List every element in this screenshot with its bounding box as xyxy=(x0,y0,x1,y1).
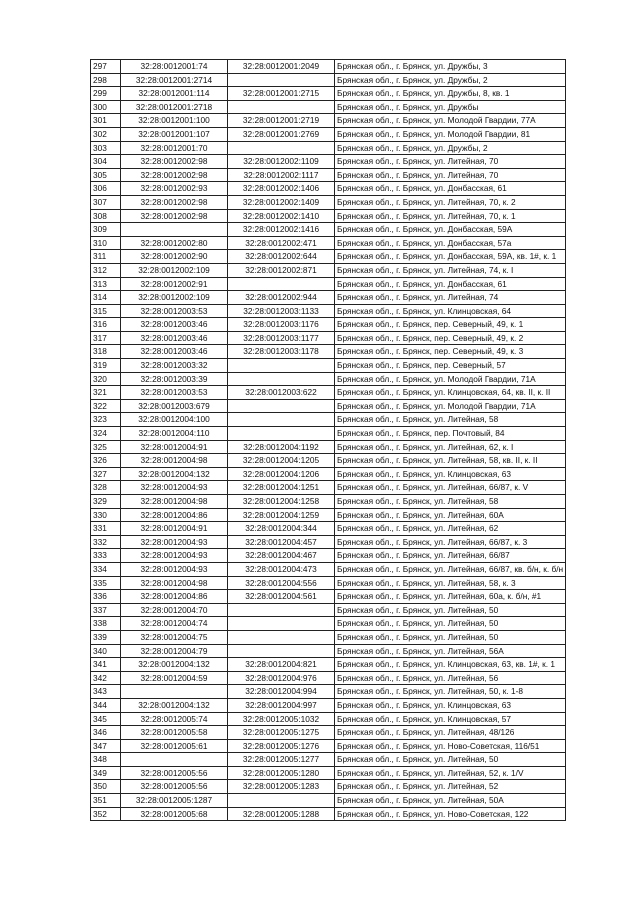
address-cell: Брянская обл., г. Брянск, ул. Клинцовская, 63 xyxy=(335,467,566,481)
row-number-cell: 298 xyxy=(91,73,121,87)
object-cadastral-number-cell: 32:28:0012005:1032 xyxy=(228,712,335,726)
address-cell: Брянская обл., г. Брянск, пер. Северный, 49, к. 2 xyxy=(335,331,566,345)
object-cadastral-number-cell: 32:28:0012004:467 xyxy=(228,549,335,563)
object-cadastral-number-cell: 32:28:0012001:2769 xyxy=(228,127,335,141)
table-row xyxy=(91,127,566,141)
address-cell: Брянская обл., г. Брянск, ул. Донбасская, 61 xyxy=(335,182,566,196)
row-number-cell: 321 xyxy=(91,386,121,400)
table-row xyxy=(91,685,566,699)
row-number-cell: 297 xyxy=(91,60,121,74)
object-cadastral-number-cell: 32:28:0012004:1192 xyxy=(228,440,335,454)
row-number-cell: 334 xyxy=(91,562,121,576)
table-row xyxy=(91,223,566,237)
address-cell: Брянская обл., г. Брянск, ул. Литейная, 50 xyxy=(335,753,566,767)
address-cell: Брянская обл., г. Брянск, ул. Литейная, 58, к. 3 xyxy=(335,576,566,590)
land-cadastral-number-cell: 32:28:0012001:2718 xyxy=(121,100,228,114)
land-cadastral-number-cell: 32:28:0012004:91 xyxy=(121,522,228,536)
row-number-cell: 331 xyxy=(91,522,121,536)
object-cadastral-number-cell: 32:28:0012002:1117 xyxy=(228,168,335,182)
row-number-cell: 335 xyxy=(91,576,121,590)
row-number-cell: 306 xyxy=(91,182,121,196)
land-cadastral-number-cell: 32:28:0012004:93 xyxy=(121,549,228,563)
address-cell: Брянская обл., г. Брянск, ул. Дружбы, 2 xyxy=(335,141,566,155)
address-cell: Брянская обл., г. Брянск, ул. Литейная, 66/87, кв. б/н, к. б/н xyxy=(335,562,566,576)
land-cadastral-number-cell: 32:28:0012003:39 xyxy=(121,372,228,386)
object-cadastral-number-cell: 32:28:0012004:976 xyxy=(228,671,335,685)
land-cadastral-number-cell: 32:28:0012004:74 xyxy=(121,617,228,631)
row-number-cell: 310 xyxy=(91,236,121,250)
land-cadastral-number-cell: 32:28:0012002:93 xyxy=(121,182,228,196)
table-row xyxy=(91,671,566,685)
table-row xyxy=(91,73,566,87)
address-cell: Брянская обл., г. Брянск, ул. Ново-Советская, 122 xyxy=(335,807,566,821)
object-cadastral-number-cell: 32:28:0012002:471 xyxy=(228,236,335,250)
land-cadastral-number-cell: 32:28:0012003:53 xyxy=(121,304,228,318)
land-cadastral-number-cell: 32:28:0012003:46 xyxy=(121,318,228,332)
table-row xyxy=(91,712,566,726)
table-row xyxy=(91,331,566,345)
table-row xyxy=(91,345,566,359)
table-row xyxy=(91,155,566,169)
row-number-cell: 326 xyxy=(91,454,121,468)
table-row xyxy=(91,413,566,427)
land-cadastral-number-cell xyxy=(121,223,228,237)
land-cadastral-number-cell: 32:28:0012001:100 xyxy=(121,114,228,128)
address-cell: Брянская обл., г. Брянск, пер. Северный, 57 xyxy=(335,359,566,373)
object-cadastral-number-cell xyxy=(228,372,335,386)
row-number-cell: 301 xyxy=(91,114,121,128)
address-cell: Брянская обл., г. Брянск, ул. Клинцовская, 57 xyxy=(335,712,566,726)
row-number-cell: 318 xyxy=(91,345,121,359)
object-cadastral-number-cell xyxy=(228,73,335,87)
table-row xyxy=(91,386,566,400)
object-cadastral-number-cell: 32:28:0012004:1206 xyxy=(228,467,335,481)
table-row xyxy=(91,794,566,808)
row-number-cell: 345 xyxy=(91,712,121,726)
land-cadastral-number-cell: 32:28:0012005:56 xyxy=(121,766,228,780)
address-cell: Брянская обл., г. Брянск, ул. Клинцовская, 63, кв. 1#, к. 1 xyxy=(335,658,566,672)
object-cadastral-number-cell: 32:28:0012005:1280 xyxy=(228,766,335,780)
row-number-cell: 304 xyxy=(91,155,121,169)
table-row xyxy=(91,359,566,373)
object-cadastral-number-cell: 32:28:0012005:1277 xyxy=(228,753,335,767)
land-cadastral-number-cell: 32:28:0012004:100 xyxy=(121,413,228,427)
object-cadastral-number-cell: 32:28:0012001:2715 xyxy=(228,87,335,101)
land-cadastral-number-cell: 32:28:0012001:107 xyxy=(121,127,228,141)
table-row xyxy=(91,522,566,536)
object-cadastral-number-cell: 32:28:0012005:1275 xyxy=(228,726,335,740)
address-cell: Брянская обл., г. Брянск, ул. Литейная, 48/126 xyxy=(335,726,566,740)
address-cell: Брянская обл., г. Брянск, ул. Литейная, 58 xyxy=(335,495,566,509)
object-cadastral-number-cell xyxy=(228,617,335,631)
address-cell: Брянская обл., г. Брянск, ул. Молодой Гвардии, 71А xyxy=(335,372,566,386)
land-cadastral-number-cell: 32:28:0012004:132 xyxy=(121,467,228,481)
table-row xyxy=(91,304,566,318)
land-cadastral-number-cell: 32:28:0012004:93 xyxy=(121,481,228,495)
table-row xyxy=(91,603,566,617)
address-cell: Брянская обл., г. Брянск, ул. Клинцовская, 64 xyxy=(335,304,566,318)
table-row xyxy=(91,372,566,386)
object-cadastral-number-cell: 32:28:0012005:1288 xyxy=(228,807,335,821)
row-number-cell: 336 xyxy=(91,590,121,604)
table-row xyxy=(91,807,566,821)
row-number-cell: 329 xyxy=(91,495,121,509)
table-row xyxy=(91,562,566,576)
row-number-cell: 323 xyxy=(91,413,121,427)
land-cadastral-number-cell: 32:28:0012002:98 xyxy=(121,155,228,169)
address-cell: Брянская обл., г. Брянск, ул. Клинцовская, 64, кв. II, к. II xyxy=(335,386,566,400)
address-cell: Брянская обл., г. Брянск, ул. Литейная, 50 xyxy=(335,603,566,617)
row-number-cell: 352 xyxy=(91,807,121,821)
row-number-cell: 340 xyxy=(91,644,121,658)
table-row xyxy=(91,291,566,305)
object-cadastral-number-cell xyxy=(228,427,335,441)
object-cadastral-number-cell xyxy=(228,603,335,617)
address-cell: Брянская обл., г. Брянск, ул. Литейная, 70, к. 2 xyxy=(335,195,566,209)
land-cadastral-number-cell: 32:28:0012004:132 xyxy=(121,658,228,672)
land-cadastral-number-cell xyxy=(121,685,228,699)
address-cell: Брянская обл., г. Брянск, ул. Литейная, 56 xyxy=(335,671,566,685)
land-cadastral-number-cell: 32:28:0012004:98 xyxy=(121,576,228,590)
land-cadastral-number-cell: 32:28:0012005:74 xyxy=(121,712,228,726)
register-table-body xyxy=(91,60,566,821)
address-cell: Брянская обл., г. Брянск, ул. Литейная, 50А xyxy=(335,794,566,808)
row-number-cell: 328 xyxy=(91,481,121,495)
address-cell: Брянская обл., г. Брянск, ул. Клинцовская, 63 xyxy=(335,698,566,712)
table-row xyxy=(91,399,566,413)
table-row xyxy=(91,87,566,101)
row-number-cell: 342 xyxy=(91,671,121,685)
object-cadastral-number-cell: 32:28:0012004:994 xyxy=(228,685,335,699)
table-row xyxy=(91,658,566,672)
land-cadastral-number-cell: 32:28:0012003:46 xyxy=(121,345,228,359)
table-row xyxy=(91,644,566,658)
object-cadastral-number-cell: 32:28:0012001:2049 xyxy=(228,60,335,74)
address-cell: Брянская обл., г. Брянск, ул. Молодой Гвардии, 77А xyxy=(335,114,566,128)
object-cadastral-number-cell xyxy=(228,399,335,413)
object-cadastral-number-cell: 32:28:0012002:871 xyxy=(228,263,335,277)
row-number-cell: 311 xyxy=(91,250,121,264)
object-cadastral-number-cell: 32:28:0012003:622 xyxy=(228,386,335,400)
land-cadastral-number-cell: 32:28:0012001:114 xyxy=(121,87,228,101)
address-cell: Брянская обл., г. Брянск, пер. Северный, 49, к. 3 xyxy=(335,345,566,359)
land-cadastral-number-cell: 32:28:0012002:98 xyxy=(121,195,228,209)
land-cadastral-number-cell: 32:28:0012003:32 xyxy=(121,359,228,373)
address-cell: Брянская обл., г. Брянск, пер. Почтовый, 84 xyxy=(335,427,566,441)
row-number-cell: 299 xyxy=(91,87,121,101)
address-cell: Брянская обл., г. Брянск, ул. Дружбы, 2 xyxy=(335,73,566,87)
table-row xyxy=(91,141,566,155)
address-cell: Брянская обл., г. Брянск, ул. Литейная, 66/87, к. V xyxy=(335,481,566,495)
table-row xyxy=(91,495,566,509)
row-number-cell: 341 xyxy=(91,658,121,672)
land-cadastral-number-cell: 32:28:0012004:91 xyxy=(121,440,228,454)
land-cadastral-number-cell: 32:28:0012004:98 xyxy=(121,454,228,468)
object-cadastral-number-cell: 32:28:0012004:1258 xyxy=(228,495,335,509)
row-number-cell: 316 xyxy=(91,318,121,332)
address-cell: Брянская обл., г. Брянск, ул. Дружбы, 3 xyxy=(335,60,566,74)
address-cell: Брянская обл., г. Брянск, ул. Молодой Гвардии, 71А xyxy=(335,399,566,413)
object-cadastral-number-cell: 32:28:0012002:1109 xyxy=(228,155,335,169)
register-table xyxy=(90,59,566,821)
address-cell: Брянская обл., г. Брянск, ул. Литейная, 52, к. 1/V xyxy=(335,766,566,780)
address-cell: Брянская обл., г. Брянск, пер. Северный, 49, к. 1 xyxy=(335,318,566,332)
address-cell: Брянская обл., г. Брянск, ул. Дружбы xyxy=(335,100,566,114)
land-cadastral-number-cell: 32:28:0012004:59 xyxy=(121,671,228,685)
land-cadastral-number-cell: 32:28:0012004:98 xyxy=(121,495,228,509)
address-cell: Брянская обл., г. Брянск, ул. Литейная, 74, к. I xyxy=(335,263,566,277)
row-number-cell: 333 xyxy=(91,549,121,563)
row-number-cell: 312 xyxy=(91,263,121,277)
object-cadastral-number-cell: 32:28:0012003:1133 xyxy=(228,304,335,318)
land-cadastral-number-cell: 32:28:0012004:86 xyxy=(121,508,228,522)
land-cadastral-number-cell: 32:28:0012005:68 xyxy=(121,807,228,821)
row-number-cell: 332 xyxy=(91,535,121,549)
land-cadastral-number-cell: 32:28:0012003:46 xyxy=(121,331,228,345)
row-number-cell: 338 xyxy=(91,617,121,631)
object-cadastral-number-cell: 32:28:0012001:2719 xyxy=(228,114,335,128)
land-cadastral-number-cell: 32:28:0012002:98 xyxy=(121,168,228,182)
address-cell: Брянская обл., г. Брянск, ул. Литейная, 74 xyxy=(335,291,566,305)
object-cadastral-number-cell: 32:28:0012004:1251 xyxy=(228,481,335,495)
row-number-cell: 330 xyxy=(91,508,121,522)
table-row xyxy=(91,168,566,182)
row-number-cell: 339 xyxy=(91,630,121,644)
object-cadastral-number-cell: 32:28:0012004:1205 xyxy=(228,454,335,468)
address-cell: Брянская обл., г. Брянск, ул. Литейная, 58 xyxy=(335,413,566,427)
land-cadastral-number-cell: 32:28:0012004:110 xyxy=(121,427,228,441)
object-cadastral-number-cell: 32:28:0012003:1176 xyxy=(228,318,335,332)
row-number-cell: 344 xyxy=(91,698,121,712)
table-row xyxy=(91,454,566,468)
address-cell: Брянская обл., г. Брянск, ул. Литейная, 50, к. 1-8 xyxy=(335,685,566,699)
object-cadastral-number-cell: 32:28:0012004:473 xyxy=(228,562,335,576)
row-number-cell: 337 xyxy=(91,603,121,617)
row-number-cell: 351 xyxy=(91,794,121,808)
row-number-cell: 314 xyxy=(91,291,121,305)
table-row xyxy=(91,318,566,332)
object-cadastral-number-cell: 32:28:0012004:1259 xyxy=(228,508,335,522)
table-row xyxy=(91,467,566,481)
land-cadastral-number-cell: 32:28:0012005:1287 xyxy=(121,794,228,808)
land-cadastral-number-cell: 32:28:0012001:74 xyxy=(121,60,228,74)
land-cadastral-number-cell: 32:28:0012004:132 xyxy=(121,698,228,712)
object-cadastral-number-cell xyxy=(228,413,335,427)
address-cell: Брянская обл., г. Брянск, ул. Литейная, 62 xyxy=(335,522,566,536)
table-row xyxy=(91,766,566,780)
land-cadastral-number-cell: 32:28:0012003:53 xyxy=(121,386,228,400)
object-cadastral-number-cell xyxy=(228,100,335,114)
row-number-cell: 343 xyxy=(91,685,121,699)
object-cadastral-number-cell: 32:28:0012005:1283 xyxy=(228,780,335,794)
land-cadastral-number-cell: 32:28:0012005:61 xyxy=(121,739,228,753)
object-cadastral-number-cell xyxy=(228,359,335,373)
table-row xyxy=(91,726,566,740)
table-row xyxy=(91,508,566,522)
table-row xyxy=(91,427,566,441)
address-cell: Брянская обл., г. Брянск, ул. Дружбы, 8, кв. 1 xyxy=(335,87,566,101)
land-cadastral-number-cell: 32:28:0012003:679 xyxy=(121,399,228,413)
table-row xyxy=(91,195,566,209)
object-cadastral-number-cell xyxy=(228,277,335,291)
object-cadastral-number-cell: 32:28:0012003:1177 xyxy=(228,331,335,345)
address-cell: Брянская обл., г. Брянск, ул. Молодой Гвардии, 81 xyxy=(335,127,566,141)
table-row xyxy=(91,440,566,454)
table-row xyxy=(91,630,566,644)
row-number-cell: 325 xyxy=(91,440,121,454)
object-cadastral-number-cell: 32:28:0012003:1178 xyxy=(228,345,335,359)
row-number-cell: 347 xyxy=(91,739,121,753)
address-cell: Брянская обл., г. Брянск, ул. Литейная, 50 xyxy=(335,630,566,644)
land-cadastral-number-cell: 32:28:0012004:86 xyxy=(121,590,228,604)
row-number-cell: 315 xyxy=(91,304,121,318)
address-cell: Брянская обл., г. Брянск, ул. Литейная, 50 xyxy=(335,617,566,631)
row-number-cell: 327 xyxy=(91,467,121,481)
table-row xyxy=(91,753,566,767)
address-cell: Брянская обл., г. Брянск, ул. Литейная, 66/87, к. 3 xyxy=(335,535,566,549)
address-cell: Брянская обл., г. Брянск, ул. Литейная, 60А xyxy=(335,508,566,522)
land-cadastral-number-cell: 32:28:0012004:75 xyxy=(121,630,228,644)
object-cadastral-number-cell: 32:28:0012004:997 xyxy=(228,698,335,712)
object-cadastral-number-cell xyxy=(228,630,335,644)
row-number-cell: 320 xyxy=(91,372,121,386)
table-row xyxy=(91,114,566,128)
table-row xyxy=(91,780,566,794)
object-cadastral-number-cell: 32:28:0012002:1409 xyxy=(228,195,335,209)
address-cell: Брянская обл., г. Брянск, ул. Донбасская, 59А xyxy=(335,223,566,237)
row-number-cell: 350 xyxy=(91,780,121,794)
row-number-cell: 348 xyxy=(91,753,121,767)
row-number-cell: 307 xyxy=(91,195,121,209)
table-row xyxy=(91,535,566,549)
table-row xyxy=(91,236,566,250)
object-cadastral-number-cell: 32:28:0012002:1406 xyxy=(228,182,335,196)
land-cadastral-number-cell: 32:28:0012001:70 xyxy=(121,141,228,155)
object-cadastral-number-cell: 32:28:0012005:1276 xyxy=(228,739,335,753)
address-cell: Брянская обл., г. Брянск, ул. Донбасская, 59А, кв. 1#, к. 1 xyxy=(335,250,566,264)
row-number-cell: 313 xyxy=(91,277,121,291)
table-row xyxy=(91,698,566,712)
land-cadastral-number-cell: 32:28:0012005:56 xyxy=(121,780,228,794)
table-row xyxy=(91,250,566,264)
table-row xyxy=(91,617,566,631)
object-cadastral-number-cell: 32:28:0012002:1410 xyxy=(228,209,335,223)
land-cadastral-number-cell: 32:28:0012002:91 xyxy=(121,277,228,291)
table-row xyxy=(91,576,566,590)
table-row xyxy=(91,590,566,604)
land-cadastral-number-cell: 32:28:0012005:58 xyxy=(121,726,228,740)
land-cadastral-number-cell: 32:28:0012004:93 xyxy=(121,535,228,549)
object-cadastral-number-cell: 32:28:0012004:344 xyxy=(228,522,335,536)
row-number-cell: 324 xyxy=(91,427,121,441)
land-cadastral-number-cell xyxy=(121,753,228,767)
object-cadastral-number-cell xyxy=(228,794,335,808)
table-row xyxy=(91,481,566,495)
object-cadastral-number-cell: 32:28:0012002:644 xyxy=(228,250,335,264)
object-cadastral-number-cell xyxy=(228,141,335,155)
row-number-cell: 317 xyxy=(91,331,121,345)
table-row xyxy=(91,263,566,277)
address-cell: Брянская обл., г. Брянск, ул. Литейная, 70 xyxy=(335,155,566,169)
object-cadastral-number-cell xyxy=(228,644,335,658)
address-cell: Брянская обл., г. Брянск, ул. Литейная, 66/87 xyxy=(335,549,566,563)
row-number-cell: 346 xyxy=(91,726,121,740)
address-cell: Брянская обл., г. Брянск, ул. Литейная, 56А xyxy=(335,644,566,658)
address-cell: Брянская обл., г. Брянск, ул. Литейная, 52 xyxy=(335,780,566,794)
land-cadastral-number-cell: 32:28:0012001:2714 xyxy=(121,73,228,87)
address-cell: Брянская обл., г. Брянск, ул. Литейная, 70 xyxy=(335,168,566,182)
object-cadastral-number-cell: 32:28:0012004:821 xyxy=(228,658,335,672)
address-cell: Брянская обл., г. Брянск, ул. Литейная, 60а, к. б/н, #1 xyxy=(335,590,566,604)
row-number-cell: 349 xyxy=(91,766,121,780)
row-number-cell: 305 xyxy=(91,168,121,182)
address-cell: Брянская обл., г. Брянск, ул. Донбасская, 61 xyxy=(335,277,566,291)
land-cadastral-number-cell: 32:28:0012002:109 xyxy=(121,263,228,277)
land-cadastral-number-cell: 32:28:0012002:90 xyxy=(121,250,228,264)
table-row xyxy=(91,549,566,563)
row-number-cell: 303 xyxy=(91,141,121,155)
table-row xyxy=(91,209,566,223)
row-number-cell: 300 xyxy=(91,100,121,114)
address-cell: Брянская обл., г. Брянск, ул. Ново-Советская, 116/51 xyxy=(335,739,566,753)
address-cell: Брянская обл., г. Брянск, ул. Донбасская, 57а xyxy=(335,236,566,250)
object-cadastral-number-cell: 32:28:0012002:1416 xyxy=(228,223,335,237)
row-number-cell: 302 xyxy=(91,127,121,141)
land-cadastral-number-cell: 32:28:0012002:109 xyxy=(121,291,228,305)
table-row xyxy=(91,100,566,114)
object-cadastral-number-cell: 32:28:0012004:457 xyxy=(228,535,335,549)
table-row xyxy=(91,182,566,196)
address-cell: Брянская обл., г. Брянск, ул. Литейная, 70, к. 1 xyxy=(335,209,566,223)
land-cadastral-number-cell: 32:28:0012002:98 xyxy=(121,209,228,223)
land-cadastral-number-cell: 32:28:0012004:70 xyxy=(121,603,228,617)
land-cadastral-number-cell: 32:28:0012004:93 xyxy=(121,562,228,576)
address-cell: Брянская обл., г. Брянск, ул. Литейная, 58, кв. II, к. II xyxy=(335,454,566,468)
object-cadastral-number-cell: 32:28:0012004:556 xyxy=(228,576,335,590)
table-row xyxy=(91,60,566,74)
table-row xyxy=(91,277,566,291)
table-row xyxy=(91,739,566,753)
row-number-cell: 309 xyxy=(91,223,121,237)
row-number-cell: 308 xyxy=(91,209,121,223)
row-number-cell: 322 xyxy=(91,399,121,413)
address-cell: Брянская обл., г. Брянск, ул. Литейная, 62, к. I xyxy=(335,440,566,454)
object-cadastral-number-cell: 32:28:0012004:561 xyxy=(228,590,335,604)
land-cadastral-number-cell: 32:28:0012004:79 xyxy=(121,644,228,658)
object-cadastral-number-cell: 32:28:0012002:944 xyxy=(228,291,335,305)
land-cadastral-number-cell: 32:28:0012002:80 xyxy=(121,236,228,250)
row-number-cell: 319 xyxy=(91,359,121,373)
